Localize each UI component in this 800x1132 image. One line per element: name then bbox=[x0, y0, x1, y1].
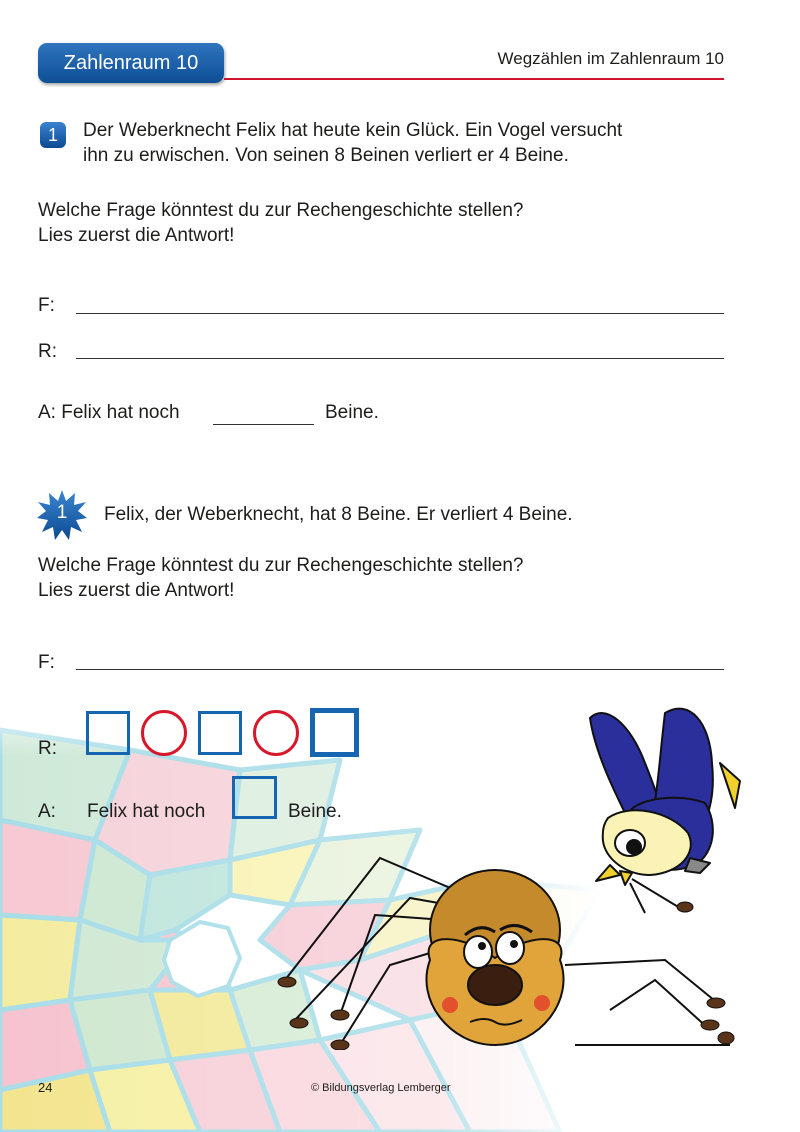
task1-answer-blank[interactable] bbox=[213, 424, 314, 425]
operator-circle-1[interactable] bbox=[141, 710, 187, 756]
task2-question-line1: Welche Frage könntest du zur Rechengeschichte stellen? bbox=[38, 555, 524, 576]
task1-f-label: F: bbox=[38, 295, 55, 316]
task1-calculation-write-line[interactable] bbox=[76, 358, 724, 359]
task1-story bbox=[83, 118, 622, 168]
task2-a-label: A: bbox=[38, 801, 56, 822]
task1-instruction bbox=[38, 198, 523, 248]
task2-number: 1 bbox=[56, 502, 68, 523]
calc-box-1[interactable] bbox=[86, 711, 130, 755]
task1-answer-prefix: A: Felix hat noch bbox=[38, 402, 180, 423]
calc-box-2[interactable] bbox=[198, 711, 242, 755]
task1-answer-suffix: Beine. bbox=[325, 402, 379, 423]
task2-question-line2: Lies zuerst die Antwort! bbox=[38, 580, 235, 601]
page-title: Wegzählen im Zahlenraum 10 bbox=[497, 49, 724, 68]
task1-question-write-line[interactable] bbox=[76, 313, 724, 314]
task1-question-line1: Welche Frage könntest du zur Rechengeschichte stellen? bbox=[38, 200, 524, 221]
task1-story-line2: ihn zu erwischen. Von seinen 8 Beinen verliert er 4 Beine. bbox=[83, 145, 569, 166]
spider-illustration bbox=[270, 840, 740, 1050]
task1-r-label: R: bbox=[38, 341, 57, 362]
operator-circle-2[interactable] bbox=[253, 710, 299, 756]
star-task-badge bbox=[36, 489, 88, 541]
copyright: © Bildungsverlag Lemberger bbox=[311, 1082, 451, 1094]
header-divider bbox=[224, 78, 724, 80]
result-box[interactable] bbox=[310, 708, 359, 757]
topic-tab: Zahlenraum 10 bbox=[38, 43, 224, 83]
task2-answer-prefix: Felix hat noch bbox=[87, 801, 206, 822]
task2-instruction bbox=[38, 553, 523, 603]
task-number-badge: 1 bbox=[40, 122, 66, 148]
task2-answer-suffix: Beine. bbox=[288, 801, 342, 822]
answer-box[interactable] bbox=[232, 776, 277, 819]
page-number: 24 bbox=[38, 1080, 53, 1095]
task2-story: Felix, der Weberknecht, hat 8 Beine. Er verliert 4 Beine. bbox=[104, 504, 573, 525]
task2-f-label: F: bbox=[38, 652, 55, 673]
task1-story-line1: Der Weberknecht Felix hat heute kein Glück. Ein Vogel versucht bbox=[83, 120, 623, 141]
task2-question-write-line[interactable] bbox=[76, 669, 724, 670]
task2-r-label: R: bbox=[38, 738, 57, 759]
task1-question-line2: Lies zuerst die Antwort! bbox=[38, 225, 235, 246]
